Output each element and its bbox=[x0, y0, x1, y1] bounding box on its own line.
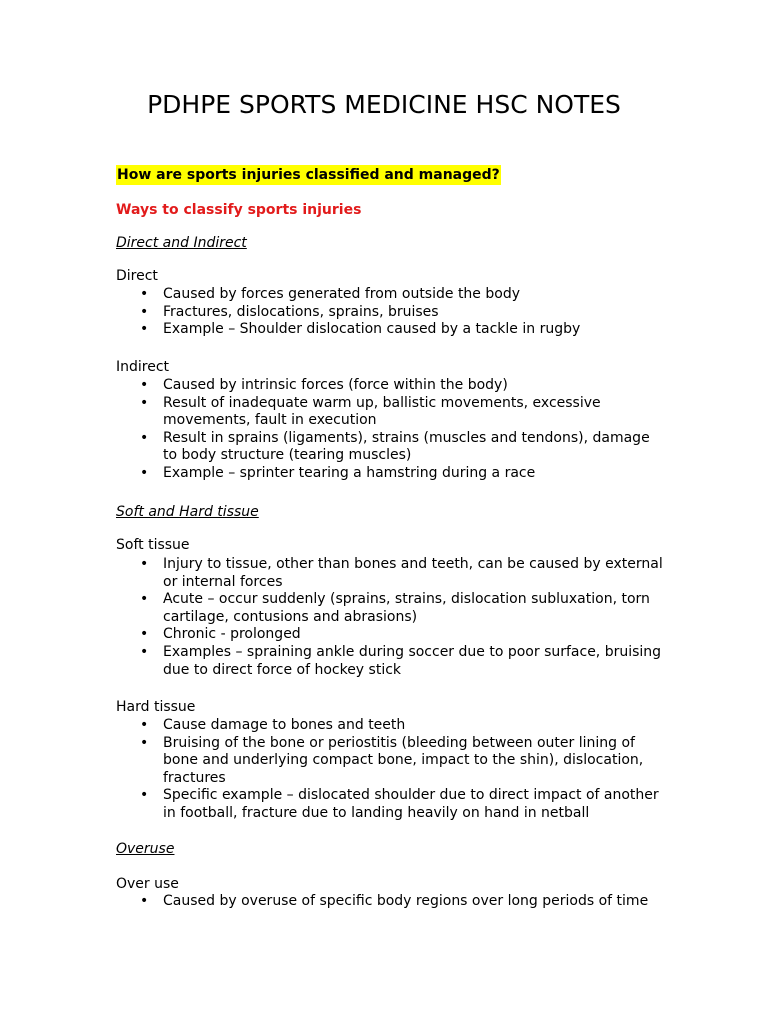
bullet-icon: • bbox=[140, 286, 149, 302]
bullet-icon: • bbox=[140, 377, 149, 393]
list-item: • Examples – spraining ankle during soccer due to poor surface, bruising due to direct force of hockey stick bbox=[140, 643, 662, 678]
list-indirect bbox=[0, 377, 768, 483]
list-item: • Specific example – dislocated shoulder due to direct impact of another in football, fracture due to landing heavily on hand in netball bbox=[140, 787, 659, 821]
bullet-icon: • bbox=[140, 591, 149, 608]
bullet-icon: • bbox=[140, 893, 149, 909]
highlighted-question: How are sports injuries classified and managed? bbox=[117, 167, 500, 183]
list-item: • Caused by forces generated from outside the body bbox=[140, 286, 520, 302]
list-direct bbox=[0, 286, 768, 339]
list-item: • Cause damage to bones and teeth bbox=[140, 717, 406, 733]
list-item: • Caused by overuse of specific body regions over long periods of time bbox=[140, 893, 649, 909]
list-overuse bbox=[0, 893, 768, 911]
subheading-soft-hard: Soft and Hard tissue bbox=[116, 504, 259, 520]
label-over-use: Over use bbox=[116, 876, 179, 892]
list-soft-tissue bbox=[0, 556, 768, 679]
bullet-icon: • bbox=[140, 643, 149, 660]
bullet-icon: • bbox=[140, 734, 149, 751]
list-item: • Caused by intrinsic forces (force within the body) bbox=[140, 377, 508, 393]
subheading-overuse: Overuse bbox=[116, 841, 175, 857]
list-item: • Injury to tissue, other than bones and teeth, can be caused by external or internal forces bbox=[140, 556, 663, 590]
list-item: • Example – Shoulder dislocation caused by a tackle in rugby bbox=[140, 321, 581, 338]
bullet-icon: • bbox=[140, 303, 149, 320]
bullet-icon: • bbox=[140, 717, 149, 733]
list-item: • Result in sprains (ligaments), strains (muscles and tendons), damage to body structure (tearing muscles) bbox=[140, 429, 650, 464]
list-item: • Example – sprinter tearing a hamstring during a race bbox=[140, 464, 536, 481]
label-soft-tissue: Soft tissue bbox=[116, 537, 190, 553]
bullet-icon: • bbox=[140, 626, 149, 643]
bullet-icon: • bbox=[140, 787, 149, 804]
section-heading-red: Ways to classify sports injuries bbox=[116, 202, 362, 218]
bullet-icon: • bbox=[140, 321, 149, 338]
list-item: • Result of inadequate warm up, ballistic movements, excessive movements, fault in execution bbox=[140, 394, 601, 429]
list-item: • Chronic - prolonged bbox=[140, 626, 301, 643]
label-hard-tissue: Hard tissue bbox=[116, 699, 196, 715]
list-item: • Acute – occur suddenly (sprains, strains, dislocation subluxation, torn cartilage, contusions and abrasions) bbox=[140, 591, 650, 625]
bullet-icon: • bbox=[140, 429, 149, 446]
bullet-icon: • bbox=[140, 556, 149, 572]
list-item: • Fractures, dislocations, sprains, bruises bbox=[140, 303, 439, 320]
subheading-direct-indirect: Direct and Indirect bbox=[116, 235, 247, 251]
list-item: • Bruising of the bone or periostitis (bleeding between outer lining of bone and underlying compact bone, impact to the shin), dislocation, fractures bbox=[140, 734, 644, 786]
page-title: PDHPE SPORTS MEDICINE HSC NOTES bbox=[147, 90, 621, 119]
label-indirect: Indirect bbox=[116, 359, 170, 375]
label-direct: Direct bbox=[116, 268, 158, 284]
bullet-icon: • bbox=[140, 394, 149, 411]
bullet-icon: • bbox=[140, 464, 149, 481]
list-hard-tissue bbox=[0, 717, 768, 823]
